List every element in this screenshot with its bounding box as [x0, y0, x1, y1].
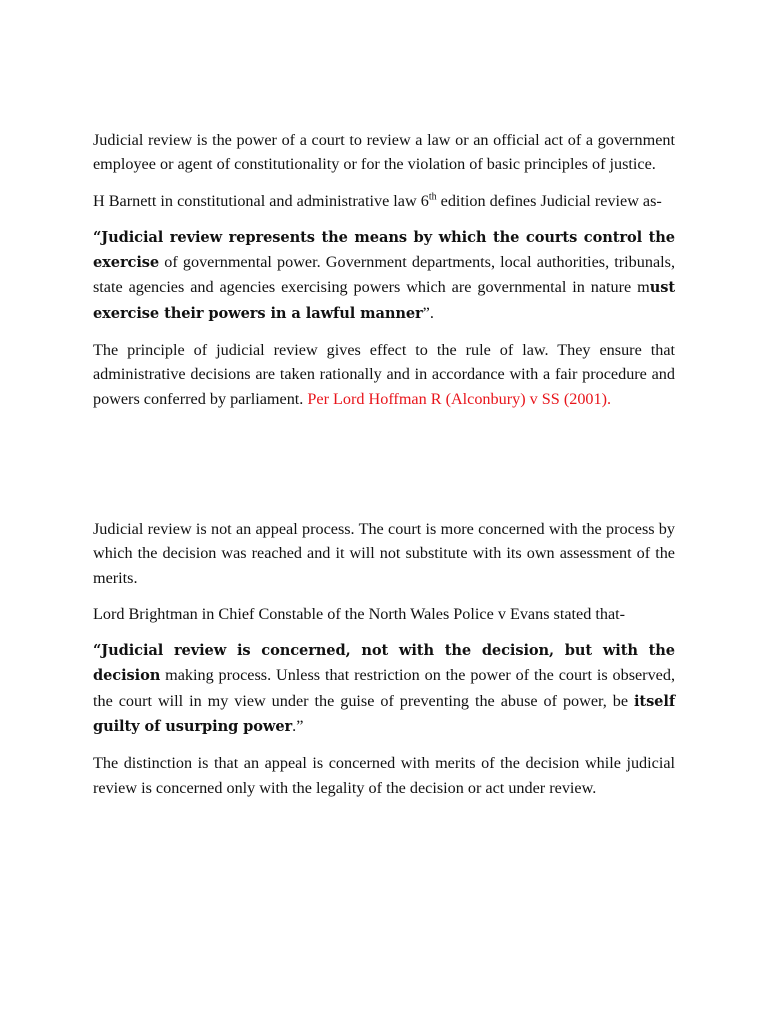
definition-paragraph: Judicial review is the power of a court to review a law or an official act of a government employee or agent of constitutionality or for the violation of basic principles of justice.: [93, 131, 675, 174]
brightman-quote-bold-end: itself guilty of usurping power: [93, 692, 675, 736]
barnett-intro-text-end: edition defines Judicial review as-: [436, 191, 662, 210]
barnett-quote-bold-end: ust exercise their powers in a lawful manner: [93, 279, 675, 322]
document-page: [93, 128, 675, 812]
rule-of-law-text: The principle of judicial review gives effect to the rule of law. They ensure that administrative decisions are taken rationally and in accordance with a fair procedure and powers conferred by parliament.: [93, 341, 675, 408]
brightman-quote-close: .”: [292, 717, 304, 736]
rule-of-law-paragraph: [93, 338, 675, 411]
appeal-process-paragraph: Judicial review is not an appeal process. The court is more concerned with the process by which the decision was reached and it will not substitute with its own assessment of the merits.: [93, 519, 675, 587]
brightman-quote-bold-start: “Judicial review is concerned, not with the decision, but with the decision: [93, 642, 675, 685]
brightman-quote-paragraph: [93, 638, 675, 739]
barnett-quote-paragraph: [93, 225, 675, 326]
brightman-quote-middle: making process. Unless that restriction on the power of the court is observed, the court will in my view under the guise of preventing the abuse of power, be: [93, 666, 675, 710]
barnett-intro-paragraph: [93, 189, 675, 213]
edition-superscript: th: [428, 191, 437, 203]
barnett-quote-middle: of governmental power. Government departments, local authorities, tribunals, state agencies and agencies exercising powers which are governmental in nature m: [93, 253, 675, 297]
distinction-paragraph: The distinction is that an appeal is concerned with merits of the decision while judicial review is concerned only with the legality of the decision or act under review.: [93, 754, 675, 797]
brightman-intro-paragraph: Lord Brightman in Chief Constable of the North Wales Police v Evans stated that-: [93, 604, 626, 623]
barnett-quote-bold-start: “Judicial review represents the means by which the courts control the exercise: [93, 228, 675, 272]
barnett-quote-close: ”.: [422, 303, 434, 322]
case-citation: Per Lord Hoffman R (Alconbury) v SS (2001).: [307, 389, 612, 408]
barnett-intro-text: H Barnett in constitutional and administrative law 6: [93, 191, 429, 210]
